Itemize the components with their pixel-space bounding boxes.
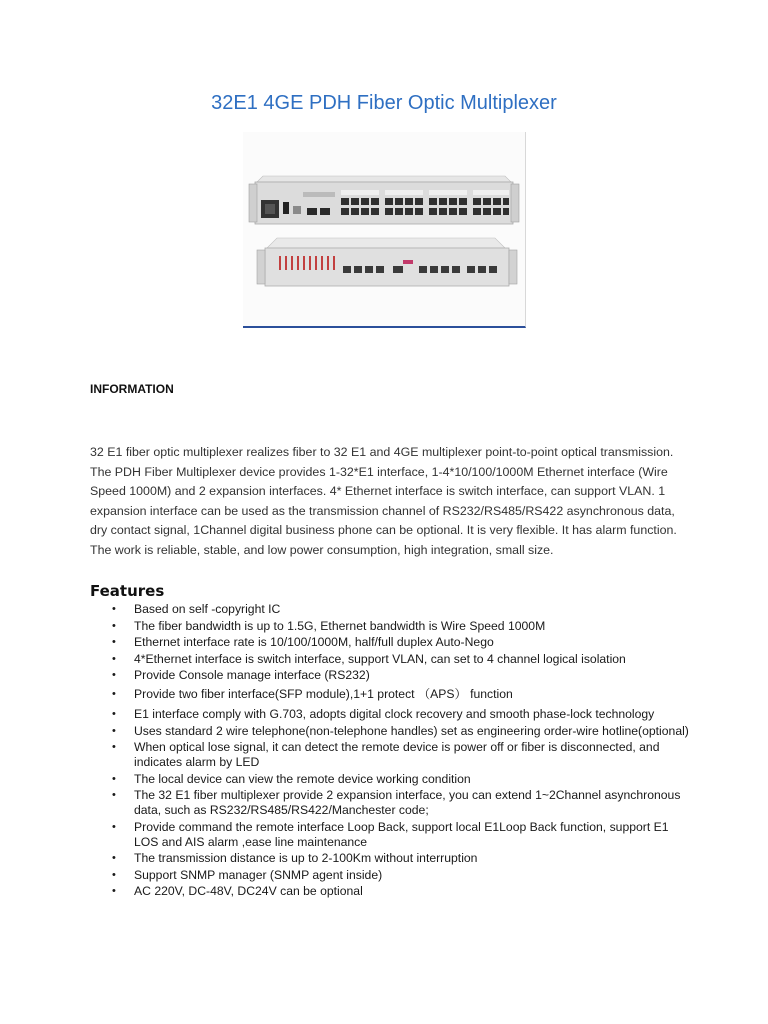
feature-text: The 32 E1 fiber multiplexer provide 2 expansion interface, you can extend 1~2Channel asynchronous data, such as RS232/RS485/RS422/Manchester code;	[134, 788, 681, 817]
bullet: •	[112, 603, 116, 615]
list-item	[90, 687, 690, 702]
bullet: •	[112, 636, 116, 648]
features-heading: Features	[90, 582, 165, 600]
bullet: •	[112, 885, 116, 897]
feature-text: 4*Ethernet interface is switch interface, support VLAN, can set to 4 channel logical isolation	[134, 651, 626, 666]
bullet: •	[112, 789, 116, 801]
intro-paragraph: 32 E1 fiber optic multiplexer realizes fiber to 32 E1 and 4GE multiplexer point-to-point optical transmission. The PDH Fiber Multiplexer device provides 1-32*E1 interface, 1-4*10/100/1000M Ethernet interface (Wire Speed 1000M) and 2 expansion interfaces. 4* Ethernet interface is switch interface, can support VLAN. 1 expansion interface can be used as the transmission channel of RS232/RS485/RS422 asynchronous data, dry contact signal, 1Channel digital business phone can be optional. It is very flexible. It has alarm function. The work is reliable, stable, and low power consumption, high integration, small size.	[90, 445, 677, 557]
bullet: •	[112, 619, 116, 632]
list-item	[90, 619, 690, 634]
bullet: •	[112, 724, 116, 737]
list-item	[90, 740, 690, 770]
bullet: •	[112, 669, 116, 681]
bullet: •	[112, 688, 116, 700]
list-item	[90, 772, 690, 787]
list-item	[90, 868, 690, 883]
feature-text: Support SNMP manager (SNMP agent inside)	[134, 867, 383, 882]
feature-text: AC 220V, DC-48V, DC24V can be optional	[134, 884, 363, 898]
feature-text: The transmission distance is up to 2-100Km without interruption	[134, 851, 478, 865]
feature-text: Provide Console manage interface (RS232)	[134, 668, 370, 682]
bullet: •	[112, 820, 116, 833]
page-title: 32E1 4GE PDH Fiber Optic Multiplexer	[211, 92, 557, 114]
feature-text: E1 interface comply with G.703, adopts digital clock recovery and smooth phase-lock technology	[134, 707, 655, 721]
list-item	[90, 652, 690, 667]
list-item	[90, 724, 690, 739]
feature-text: Provide two fiber interface(SFP module),1+1 protect （APS） function	[134, 687, 513, 701]
list-item	[90, 820, 690, 850]
bullet: •	[112, 708, 116, 720]
list-item	[90, 788, 690, 818]
bullet: •	[112, 772, 116, 785]
bullet: •	[112, 652, 116, 665]
product-photo	[243, 132, 526, 328]
list-item	[90, 707, 690, 722]
information-heading: INFORMATION	[90, 382, 174, 396]
list-item	[90, 602, 690, 617]
bullet: •	[112, 868, 116, 881]
list-item	[90, 851, 690, 866]
multiplexer-image	[243, 132, 525, 326]
features-list	[90, 602, 690, 901]
feature-text: The fiber bandwidth is up to 1.5G, Ethernet bandwidth is Wire Speed 1000M	[134, 618, 546, 633]
bullet: •	[112, 741, 116, 753]
list-item	[90, 635, 690, 650]
feature-text: When optical lose signal, it can detect the remote device is power off or fiber is disconnected, and indicates alarm by LED	[134, 740, 660, 769]
multiplexer-unit-front	[249, 176, 519, 224]
bullet: •	[112, 852, 116, 864]
feature-text: Based on self -copyright IC	[134, 602, 281, 616]
feature-text: The local device can view the remote device working condition	[134, 771, 471, 786]
multiplexer-unit-rear	[257, 238, 517, 286]
list-item	[90, 884, 690, 899]
feature-text: Uses standard 2 wire telephone(non-telephone handles) set as engineering order-wire hotline(optional)	[134, 723, 689, 738]
feature-text: Provide command the remote interface Loop Back, support local E1Loop Back function, support E1 LOS and AIS alarm ,ease line maintenance	[134, 819, 669, 849]
feature-text: Ethernet interface rate is 10/100/1000M, half/full duplex Auto-Nego	[134, 635, 494, 649]
list-item	[90, 668, 690, 683]
